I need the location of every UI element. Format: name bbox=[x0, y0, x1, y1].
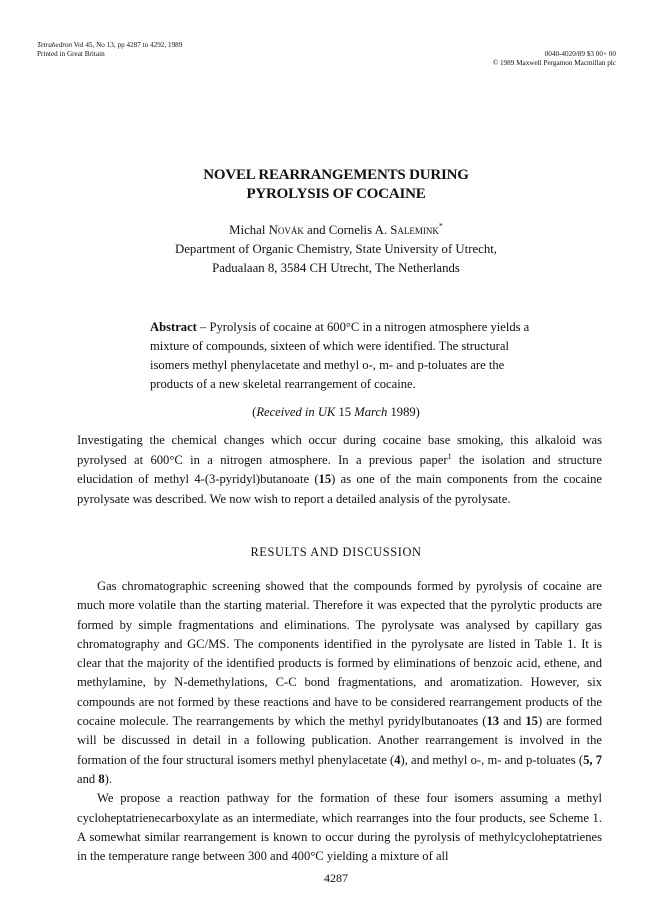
intro-paragraph bbox=[77, 431, 602, 509]
received-day: 15 bbox=[335, 405, 355, 419]
p1-text-4: ). bbox=[104, 771, 112, 786]
intro-text-3: ) as one of the main components from the cocaine pyrolysate was described. We now wish to report a detailed analysis of the pyrolysate. bbox=[77, 472, 602, 506]
abstract bbox=[150, 318, 540, 394]
running-header-right bbox=[493, 50, 616, 68]
author-and: and Cornelis A. bbox=[303, 223, 391, 237]
compound-ref: 13 bbox=[486, 714, 500, 729]
received-date bbox=[0, 405, 672, 420]
author2-last: Salemink bbox=[390, 223, 439, 237]
p1-text-1: Gas chromatographic screening showed that the compounds formed by pyrolysis of cocaine are much more volatile than the starting material. Therefore it was expected that the pyrolytic products are formed by simple fragmentations and eliminations. The pyrolysate was analysed by capillary gas chromatography and GC/MS. The components identified in the pyrolysate are listed in Table 1. It is clear that the majority of the identified products is formed by eliminations of benzoic acid, ethene, and methylamine, by N-demethylations, C-C bond fragmentations, and aromatization. However, six compounds are not formed by these reactions and have to be considered rearrangement products of the cocaine molecule. The rearrangements by which the methyl pyridylbutanoates ( bbox=[77, 579, 602, 729]
abstract-label: Abstract bbox=[150, 320, 197, 334]
printed-note: Printed in Great Britain bbox=[37, 50, 105, 58]
author1-first: Michal bbox=[229, 223, 269, 237]
received-month: March bbox=[354, 405, 388, 419]
compound-ref: 5, 7 bbox=[583, 752, 602, 767]
paragraph-1 bbox=[77, 577, 602, 789]
paragraph-2: We propose a reaction pathway for the formation of these four isomers assuming a methyl cycloheptatrienecarboxylate as an intermediate, which rearranges into the four products, see Scheme 1. A somewhat similar rearrangement is known to occur during the pyrolysis of methylcycloheptatrienes in the temperature range between 300 and 400°C yielding a mixture of all bbox=[77, 791, 602, 864]
intro-text-1: Investigating the chemical changes which occur during cocaine base smoking, this alkaloid was pyrolysed at 600°C in a nitrogen atmosphere. In a previous paper bbox=[77, 433, 602, 467]
affiliation-line-1: Department of Organic Chemistry, State University of Utrecht, bbox=[175, 242, 497, 256]
citation: Vol 45, No 13, pp 4287 to 4292, 1989 bbox=[72, 41, 183, 49]
title-line-2: PYROLYSIS OF COCAINE bbox=[246, 186, 426, 202]
journal-name: Tetrahedron bbox=[37, 41, 73, 49]
intro-text-2: the isolation and structure elucidation of methyl 4-(3-pyridyl)butanoate ( bbox=[77, 452, 602, 486]
reference-mark: 1 bbox=[447, 451, 452, 461]
abstract-text: – Pyrolysis of cocaine at 600°C in a nitrogen atmosphere yields a mixture of compounds, sixteen of which were identified. The structural isomers methyl phenylacetate and methyl o-, m- and p-toluates are the products of a new skeletal rearrangement of cocaine. bbox=[150, 320, 530, 391]
copyright: © 1989 Maxwell Pergamon Macmillan plc bbox=[492, 59, 616, 67]
p1-text-2: ) are formed will be discussed in detail in a following publication. Another rearrangement is involved in the formation of the four structural isomers methyl phenylacetate ( bbox=[77, 714, 602, 767]
paper-title bbox=[0, 166, 672, 204]
received-open: ( bbox=[252, 405, 257, 419]
received-year: 1989) bbox=[387, 405, 420, 419]
compound-ref: 4 bbox=[394, 752, 401, 767]
author-names bbox=[0, 221, 672, 240]
corresponding-mark: * bbox=[438, 221, 443, 231]
results-body bbox=[77, 577, 602, 866]
author-block bbox=[0, 221, 672, 278]
p1-text-3: ), and methyl o-, m- and p-toluates ( bbox=[400, 752, 584, 767]
running-header-left bbox=[37, 41, 182, 59]
title-line-1: NOVEL REARRANGEMENTS DURING bbox=[203, 167, 469, 183]
p1-and-2: and bbox=[77, 771, 99, 786]
affiliation-line-2: Padualaan 8, 3584 CH Utrecht, The Netherlands bbox=[212, 261, 460, 275]
p1-and: and bbox=[499, 714, 526, 729]
compound-ref: 8 bbox=[98, 771, 105, 786]
page-number: 4287 bbox=[324, 871, 348, 885]
compound-ref: 15 bbox=[525, 714, 538, 729]
received-label: Received in UK bbox=[256, 405, 336, 419]
issn: 0040-4020/89 $3 00+ 00 bbox=[544, 50, 616, 58]
author1-last: Novák bbox=[268, 223, 304, 237]
compound-ref: 15 bbox=[318, 472, 332, 486]
section-heading: RESULTS AND DISCUSSION bbox=[250, 545, 422, 559]
